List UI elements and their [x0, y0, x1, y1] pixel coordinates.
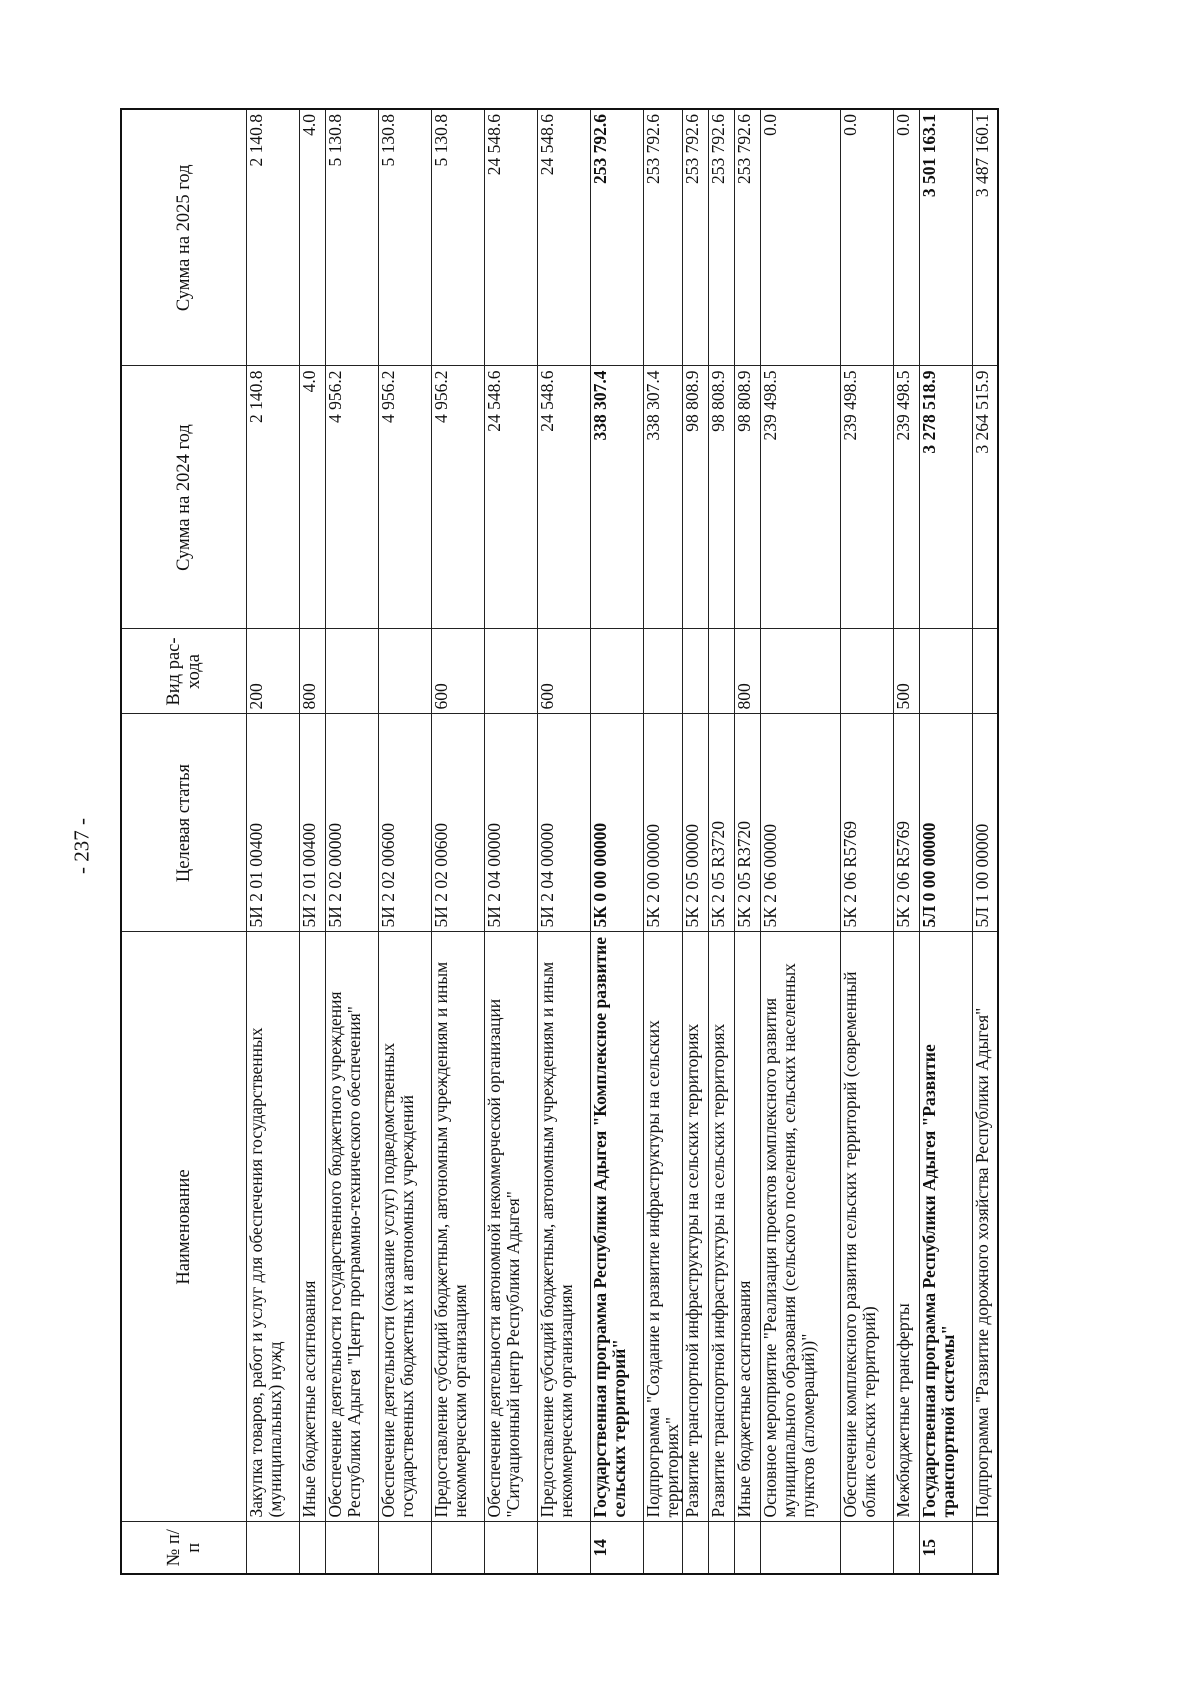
- table-row: [379, 109, 432, 1574]
- row-number: [538, 1522, 591, 1574]
- row-expense-type: 500: [893, 629, 919, 714]
- row-number: [708, 1522, 734, 1574]
- row-sum-2024: 4.0: [300, 366, 326, 629]
- row-expense-type: [708, 629, 734, 714]
- table-row: [734, 109, 760, 1574]
- row-expense-type: [682, 629, 708, 714]
- row-sum-2025: 253 792.6: [591, 109, 644, 366]
- row-sum-2025: 24 548.6: [538, 109, 591, 366]
- row-name: Предоставление субсидий бюджетным, автономным учреждениям и иным некоммерческим организациям: [538, 932, 591, 1522]
- row-sum-2024: 4 956.2: [379, 366, 432, 629]
- row-target-article: 5И 2 02 00600: [432, 714, 485, 932]
- row-sum-2025: 253 792.6: [644, 109, 683, 366]
- row-target-article: 5К 2 05 00000: [682, 714, 708, 932]
- row-target-article: 5Л 1 00 00000: [972, 714, 998, 932]
- header-num: № п/п: [121, 1522, 247, 1574]
- row-sum-2024: 3 278 518.9: [919, 366, 972, 629]
- header-name: Наименование: [121, 932, 247, 1522]
- budget-table: [120, 108, 999, 1575]
- row-sum-2025: 0.0: [893, 109, 919, 366]
- row-number: [432, 1522, 485, 1574]
- row-number: [644, 1522, 683, 1574]
- header-code: Целевая статья: [121, 714, 247, 932]
- row-expense-type: [379, 629, 432, 714]
- row-sum-2024: 98 808.9: [734, 366, 760, 629]
- row-sum-2024: 98 808.9: [708, 366, 734, 629]
- row-target-article: 5К 2 05 R3720: [734, 714, 760, 932]
- table-row: [840, 109, 893, 1574]
- row-expense-type: [591, 629, 644, 714]
- row-name: Обеспечение деятельности автономной некоммерческой организации "Ситуационный центр Республики Адыгея": [485, 932, 538, 1522]
- row-expense-type: [840, 629, 893, 714]
- row-target-article: 5К 2 06 R5769: [840, 714, 893, 932]
- row-target-article: 5К 2 06 R5769: [893, 714, 919, 932]
- row-number: [893, 1522, 919, 1574]
- row-name: Подпрограмма "Создание и развитие инфраструктуры на сельских территориях": [644, 932, 683, 1522]
- row-target-article: 5К 0 00 00000: [591, 714, 644, 932]
- row-sum-2025: 3 501 163.1: [919, 109, 972, 366]
- row-sum-2025: 5 130.8: [432, 109, 485, 366]
- row-expense-type: [485, 629, 538, 714]
- row-name: Обеспечение комплексного развития сельских территорий (современный облик сельских территорий): [840, 932, 893, 1522]
- row-sum-2024: 239 498.5: [760, 366, 840, 629]
- row-expense-type: [972, 629, 998, 714]
- row-number: 14: [591, 1522, 644, 1574]
- row-expense-type: [760, 629, 840, 714]
- table-row: [432, 109, 485, 1574]
- row-sum-2025: 253 792.6: [708, 109, 734, 366]
- row-target-article: 5И 2 01 00400: [300, 714, 326, 932]
- row-name: Иные бюджетные ассигнования: [734, 932, 760, 1522]
- page-number: - 237 -: [69, 818, 94, 874]
- table-header-row: [121, 109, 247, 1574]
- row-sum-2024: 4 956.2: [432, 366, 485, 629]
- row-sum-2024: 24 548.6: [538, 366, 591, 629]
- row-name: Подпрограмма "Развитие дорожного хозяйства Республики Адыгея": [972, 932, 998, 1522]
- table-row: [326, 109, 379, 1574]
- row-expense-type: 800: [300, 629, 326, 714]
- row-name: Основное мероприятие "Реализация проектов комплексного развития муниципального образования (сельского поселения, сельских населенных пунктов (агломераций))": [760, 932, 840, 1522]
- table-row: [485, 109, 538, 1574]
- table-body: [247, 109, 999, 1574]
- row-name: Обеспечение деятельности государственного бюджетного учреждения Республики Адыгея "Центр программно-технического обеспечения": [326, 932, 379, 1522]
- row-sum-2025: 2 140.8: [247, 109, 300, 366]
- row-name: Развитие транспортной инфраструктуры на сельских территориях: [708, 932, 734, 1522]
- row-name: Иные бюджетные ассигнования: [300, 932, 326, 1522]
- row-name: Закупка товаров, работ и услуг для обеспечения государственных (муниципальных) нужд: [247, 932, 300, 1522]
- row-sum-2024: 239 498.5: [840, 366, 893, 629]
- row-sum-2025: 5 130.8: [326, 109, 379, 366]
- row-number: [734, 1522, 760, 1574]
- row-target-article: 5К 2 00 00000: [644, 714, 683, 932]
- table-row: [644, 109, 683, 1574]
- row-number: [682, 1522, 708, 1574]
- row-target-article: 5И 2 02 00600: [379, 714, 432, 932]
- row-number: 15: [919, 1522, 972, 1574]
- row-target-article: 5И 2 02 00000: [326, 714, 379, 932]
- row-sum-2025: 253 792.6: [734, 109, 760, 366]
- row-target-article: 5Л 0 00 00000: [919, 714, 972, 932]
- row-expense-type: [919, 629, 972, 714]
- table-row: [300, 109, 326, 1574]
- row-sum-2024: 3 264 515.9: [972, 366, 998, 629]
- row-sum-2025: 5 130.8: [379, 109, 432, 366]
- table-row: [972, 109, 998, 1574]
- row-expense-type: [326, 629, 379, 714]
- row-expense-type: 200: [247, 629, 300, 714]
- row-sum-2025: 24 548.6: [485, 109, 538, 366]
- table-row: [247, 109, 300, 1574]
- row-sum-2025: 4.0: [300, 109, 326, 366]
- row-expense-type: 600: [432, 629, 485, 714]
- row-sum-2025: 3 487 160.1: [972, 109, 998, 366]
- row-expense-type: 800: [734, 629, 760, 714]
- row-number: [300, 1522, 326, 1574]
- row-target-article: 5И 2 01 00400: [247, 714, 300, 932]
- row-name: Государственная программа Республики Адыгея "Развитие транспортной системы": [919, 932, 972, 1522]
- row-name: Межбюджетные трансферты: [893, 932, 919, 1522]
- row-target-article: 5К 2 05 R3720: [708, 714, 734, 932]
- row-name: Предоставление субсидий бюджетным, автономным учреждениям и иным некоммерческим организациям: [432, 932, 485, 1522]
- row-target-article: 5И 2 04 00000: [538, 714, 591, 932]
- row-number: [379, 1522, 432, 1574]
- row-sum-2024: 338 307.4: [644, 366, 683, 629]
- table-row: [760, 109, 840, 1574]
- row-number: [972, 1522, 998, 1574]
- header-sum-2025: Сумма на 2025 год: [121, 109, 247, 366]
- row-sum-2024: 239 498.5: [893, 366, 919, 629]
- row-sum-2025: 0.0: [760, 109, 840, 366]
- row-expense-type: [644, 629, 683, 714]
- row-sum-2025: 253 792.6: [682, 109, 708, 366]
- table-row: [919, 109, 972, 1574]
- row-target-article: 5К 2 06 00000: [760, 714, 840, 932]
- table-row: [708, 109, 734, 1574]
- row-number: [485, 1522, 538, 1574]
- row-target-article: 5И 2 04 00000: [485, 714, 538, 932]
- row-name: Государственная программа Республики Адыгея "Комплексное развитие сельских территорий": [591, 932, 644, 1522]
- row-sum-2024: 4 956.2: [326, 366, 379, 629]
- row-number: [326, 1522, 379, 1574]
- budget-table-container: [120, 110, 999, 1575]
- row-number: [760, 1522, 840, 1574]
- table-row: [893, 109, 919, 1574]
- row-number: [840, 1522, 893, 1574]
- row-expense-type: 600: [538, 629, 591, 714]
- row-sum-2024: 98 808.9: [682, 366, 708, 629]
- row-name: Обеспечение деятельности (оказание услуг) подведомственных государственных бюджетных и автономных учреждений: [379, 932, 432, 1522]
- row-name: Развитие транспортной инфраструктуры на сельских территориях: [682, 932, 708, 1522]
- row-sum-2024: 2 140.8: [247, 366, 300, 629]
- table-row: [682, 109, 708, 1574]
- row-number: [247, 1522, 300, 1574]
- table-row: [591, 109, 644, 1574]
- row-sum-2025: 0.0: [840, 109, 893, 366]
- row-sum-2024: 24 548.6: [485, 366, 538, 629]
- row-sum-2024: 338 307.4: [591, 366, 644, 629]
- header-kind: Вид рас-хода: [121, 629, 247, 714]
- table-row: [538, 109, 591, 1574]
- header-sum-2024: Сумма на 2024 год: [121, 366, 247, 629]
